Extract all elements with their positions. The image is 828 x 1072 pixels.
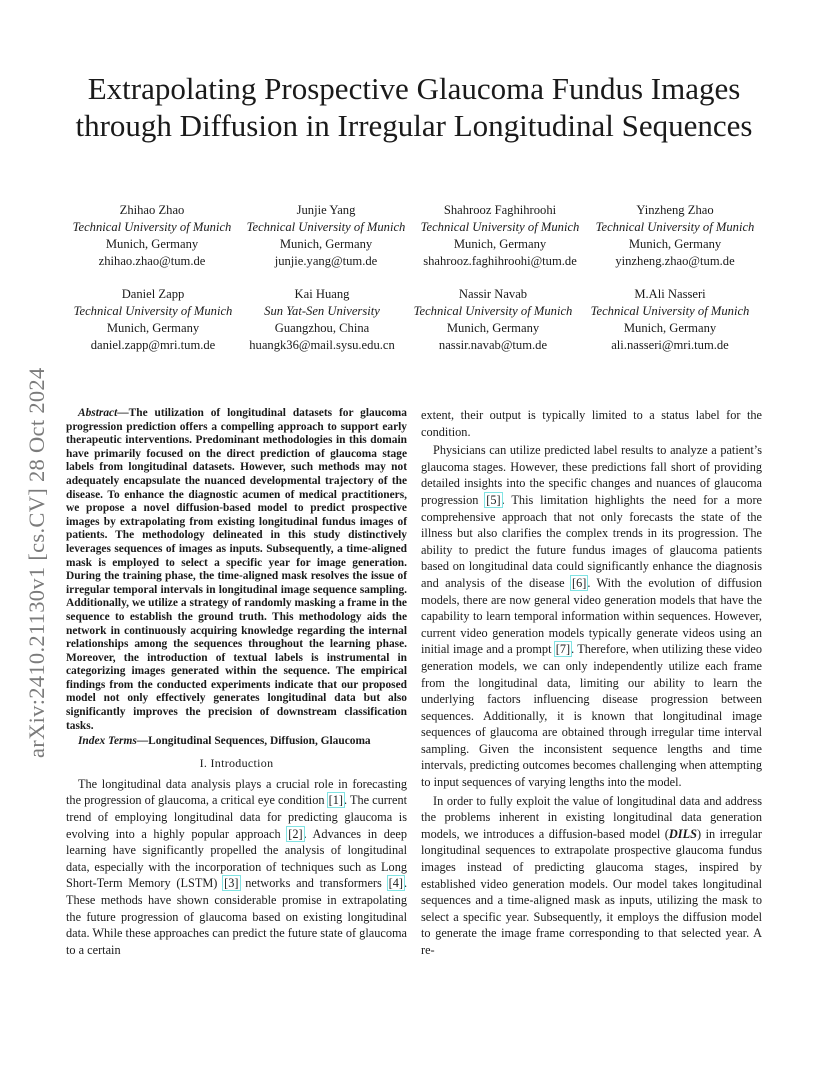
- paragraph-text: Physicians can utilize predicted label results to analyze a patient’s glaucoma stages. However, these predictions fall short of providing detailed insights into the specific changes and nuances of glaucoma progression: [421, 443, 762, 507]
- abstract-text: —The utilization of longitudinal datasets for glaucoma progression prediction offers a compelling approach to support early therapeutic interventions. Predominant methodologies in this domain have primarily focused on the direct prediction of glaucoma stage labels from longitudinal datasets. However, such methods may not adequately encapsulate the nuanced developmental trajectory of the disease. To enhance the diagnostic acumen of medical practitioners, we propose a novel diffusion-based model to predict prospective images by extrapolating from existing longitudinal fundus images of patients. The methodology delineated in this study distinctively leverages sequences of images as inputs. Subsequently, a time-aligned mask is employed to select a specific year for image generation. During the training phase, the time-aligned mask resolves the issue of irregular temporal intervals in longitudinal image sequence sampling. Additionally, we utilize a strategy of randomly masking a frame in the sequence to establish the ground truth. This methodology aids the network in continuously acquiring knowledge regarding the internal relationships among the sequences throughout the learning phase. Moreover, the introduction of textual labels is instrumental in categorizing images generated within the sequence. The empirical findings from the conducted experiments indicate that our proposed model not only effectively generates longitudinal data but also significantly improves the precision of downstream classification tasks.: [66, 407, 407, 732]
- author-affiliation: Technical University of Munich: [72, 220, 232, 234]
- author-location: Munich, Germany: [623, 321, 717, 335]
- author-block: [66, 202, 238, 270]
- section-heading: I. Introduction: [199, 756, 274, 771]
- author-location: Munich, Germany: [446, 321, 540, 335]
- author-location: Munich, Germany: [628, 237, 722, 251]
- paragraph-text: . These methods have shown considerable promise in extrapolating the future progression of glaucoma based on existing longitudinal data. While these approaches can predict the future state of glaucoma to a certain: [66, 876, 408, 957]
- intro-paragraph: [421, 793, 762, 959]
- author-block: [405, 286, 581, 354]
- arxiv-identifier: arXiv:2410.21130v1 [cs.CV] 28 Oct 2024: [24, 367, 49, 758]
- author-affiliation: Technical University of Munich: [590, 304, 750, 318]
- abstract-lead: Abstract: [78, 407, 118, 419]
- author-block: [582, 286, 758, 354]
- paragraph-text: ) in irregular longitudinal sequences to extrapolate prospective glaucoma fundus images instead of predicting glaucoma stages, inspired by established video generation models. Our model takes longitudinal sequences and a time-aligned mask as inputs, utilizing the mask to select a specific year. Subsequently, it employs the diffusion model to generate the image frame corresponding to that selected year. A re-: [421, 826, 763, 957]
- author-affiliation: Technical University of Munich: [420, 220, 580, 234]
- citation-link[interactable]: [3]: [224, 876, 239, 891]
- citation-link[interactable]: [2]: [288, 826, 303, 841]
- intro-paragraph: [421, 442, 762, 790]
- paragraph-text: . This limitation highlights the need for a more comprehensive approach that not only forecasts the state of the illness but also clarifies the complex trends in its progression. The ability to predict the future fundus images of glaucoma patients based on longitudinal data could significantly enhance the diagnosis and analysis of the disease: [421, 492, 762, 590]
- author-name: Nassir Navab: [458, 287, 528, 301]
- author-affiliation: Technical University of Munich: [595, 220, 755, 234]
- author-affiliation: Sun Yat-Sen University: [264, 304, 380, 318]
- paragraph-text: networks and transformers: [239, 876, 388, 891]
- citation-link[interactable]: [4]: [388, 876, 403, 891]
- author-name: Junjie Yang: [296, 203, 356, 217]
- author-affiliation: Technical University of Munich: [73, 304, 233, 318]
- author-email: junjie.yang@tum.de: [274, 254, 378, 268]
- author-name: M.Ali Nasseri: [634, 287, 706, 301]
- paragraph-text: . Therefore, when utilizing these video generation models, we can only independently utilize each frame from the longitudinal data, limiting our ability to learn the underlying factors influencing disease progression between sequences. Additionally, it is known that longitudinal image sequences of glaucoma are obtained through irregular time interval sampling. Given the inconsistent sequence lengths and time intervals, predicting outcomes becomes challenging when attempting to input sequences of varying lengths into the model.: [421, 642, 762, 790]
- paragraph-text: . Advances in deep learning have significantly propelled the analysis of longitudinal data, especially with the incorporation of techniques such as Long Short-Term Memory (LSTM): [66, 826, 407, 891]
- author-block: [242, 286, 402, 354]
- index-terms: [66, 734, 407, 748]
- author-email: shahrooz.faghihroohi@tum.de: [423, 254, 577, 268]
- author-name: Kai Huang: [294, 287, 350, 301]
- author-name: Yinzheng Zhao: [636, 203, 714, 217]
- author-location: Munich, Germany: [106, 321, 200, 335]
- author-email: nassir.navab@tum.de: [438, 338, 548, 352]
- author-email: huangk36@mail.sysu.edu.cn: [249, 338, 395, 352]
- author-location: Munich, Germany: [105, 237, 199, 251]
- author-block: [414, 202, 586, 270]
- paragraph-text: The longitudinal data analysis plays a crucial role in forecasting the progression of glaucoma, a critical eye condition: [66, 776, 407, 808]
- intro-paragraph: [66, 776, 407, 959]
- author-block: [588, 202, 762, 270]
- author-name: Daniel Zapp: [121, 287, 185, 301]
- author-block: [240, 202, 412, 270]
- author-email: ali.nasseri@mri.tum.de: [611, 338, 729, 352]
- author-name: Zhihao Zhao: [119, 203, 185, 217]
- citation-link[interactable]: [6]: [571, 575, 587, 590]
- right-column: [421, 407, 762, 959]
- citation-link[interactable]: [7]: [555, 642, 571, 657]
- author-block: [66, 286, 240, 354]
- author-name: Shahrooz Faghihroohi: [443, 203, 557, 217]
- author-location: Guangzhou, China: [274, 321, 370, 335]
- index-terms-lead: Index Terms: [78, 735, 137, 748]
- author-affiliation: Technical University of Munich: [246, 220, 406, 234]
- author-location: Munich, Germany: [279, 237, 373, 251]
- author-email: yinzheng.zhao@tum.de: [615, 254, 735, 268]
- model-acronym: DILS: [668, 826, 697, 841]
- left-column: [66, 407, 407, 958]
- citation-link[interactable]: [1]: [328, 793, 343, 808]
- abstract: [66, 407, 407, 733]
- author-email: zhihao.zhao@tum.de: [98, 254, 206, 268]
- author-affiliation: Technical University of Munich: [413, 304, 573, 318]
- citation-link[interactable]: [5]: [486, 492, 501, 507]
- paragraph-text: In order to fully exploit the value of longitudinal data and address the problems inherent in existing longitudinal data generation models, we introduces a diffusion-based model (: [421, 793, 762, 841]
- paper-title: Extrapolating Prospective Glaucoma Fundus Images through Diffusion in Irregular Longitudinal Sequences: [75, 71, 753, 143]
- author-email: daniel.zapp@mri.tum.de: [90, 338, 216, 352]
- paragraph-text: . The current trend of employing longitudinal data for predicting glaucoma is evolving into a highly popular approach: [66, 793, 408, 841]
- author-location: Munich, Germany: [453, 237, 547, 251]
- intro-paragraph-continued: extent, their output is typically limited to a status label for the condition.: [421, 408, 762, 439]
- index-terms-text: —Longitudinal Sequences, Diffusion, Glaucoma: [136, 735, 371, 748]
- paragraph-text: . With the evolution of diffusion models, there are now general video generation models that have the capability to learn temporal information within sequences. However, current video generation models typically generate videos using an initial image and a prompt: [421, 575, 762, 657]
